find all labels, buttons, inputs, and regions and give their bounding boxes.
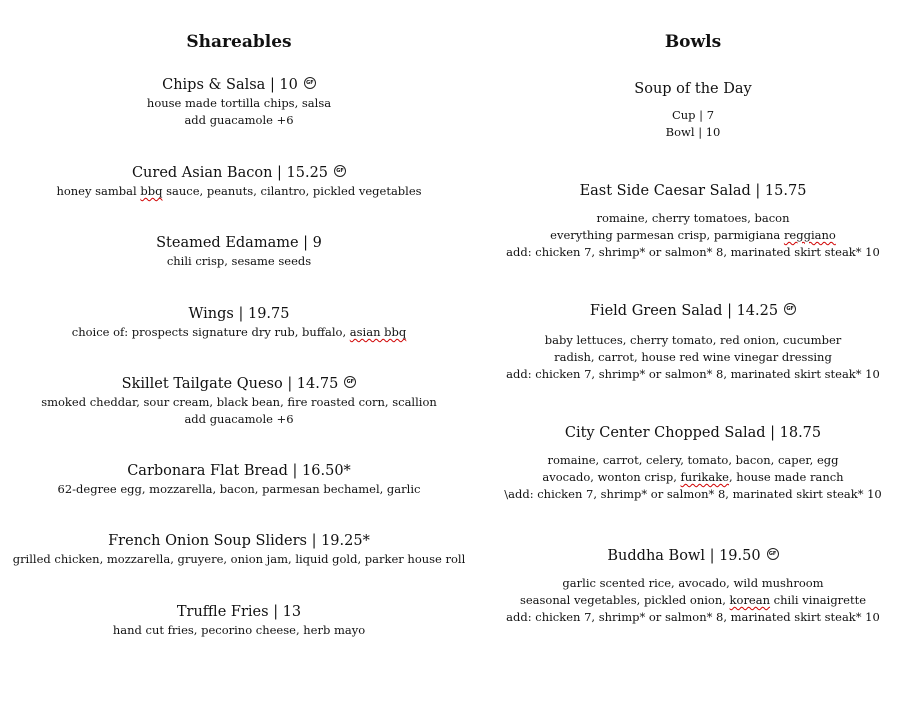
item-title: City Center Chopped Salad | 18.75 [564,425,822,441]
item-title: French Onion Soup Sliders | 19.25* [108,533,370,549]
item-description: \add: chicken 7, shrimp* or salmon* 8, marinated skirt steak* 10 [504,487,882,501]
item-description: house made tortilla chips, salsa [146,96,332,110]
gluten-free-icon: GF [344,376,356,388]
gluten-free-icon: GF [784,303,796,315]
item-title: Field Green Salad | 14.25 [589,303,779,319]
menu-item-buddha-bowl [478,546,908,626]
item-description: romaine, cherry tomatoes, bacon [596,211,790,225]
item-title: Carbonara Flat Bread | 16.50* [127,463,351,479]
menu-item-french-onion-soup-sliders [0,531,478,568]
item-description: add guacamole +6 [184,113,294,127]
item-description: chili crisp, sesame seeds [166,254,312,268]
item-title: Chips & Salsa | 10 [162,77,298,93]
item-description: add: chicken 7, shrimp* or salmon* 8, marinated skirt steak* 10 [506,367,880,381]
item-title: Steamed Edamame | 9 [156,235,322,251]
gluten-free-icon: GF [767,548,779,560]
item-title: East Side Caesar Salad | 15.75 [579,183,807,199]
item-description: Bowl | 10 [665,125,721,139]
gluten-free-icon: GF [334,165,346,177]
spellcheck-word: asian bbq [349,325,407,339]
menu-item-skillet-tailgate-queso [0,374,478,428]
item-title: Buddha Bowl | 19.50 [607,548,761,564]
item-description: avocado, wonton crisp, furikake, house made ranch [542,470,844,484]
section-title-shareables: Shareables [186,32,292,52]
item-description: add guacamole +6 [184,412,294,426]
item-title: Truffle Fries | 13 [176,604,302,620]
item-description: seasonal vegetables, pickled onion, korean chili vinaigrette [519,593,867,607]
item-description: smoked cheddar, sour cream, black bean, fire roasted corn, scallion [41,395,437,409]
item-title: Wings | 19.75 [188,306,290,322]
gluten-free-icon: GF [304,77,316,89]
item-title: Skillet Tailgate Queso | 14.75 [121,376,339,392]
menu-item-field-green-salad [478,301,908,383]
menu-item-chips-salsa [0,75,478,129]
menu-item-steamed-edamame [0,233,478,270]
item-description: garlic scented rice, avocado, wild mushroom [562,576,824,590]
item-description: choice of: prospects signature dry rub, buffalo, asian bbq [71,325,407,339]
menu-item-city-center-chopped-salad [478,423,908,503]
section-title-bowls: Bowls [664,32,722,52]
menu-item-carbonara-flat-bread [0,461,478,498]
item-description: romaine, carrot, celery, tomato, bacon, caper, egg [547,453,839,467]
spellcheck-word: bbq [140,184,163,198]
item-description: 62-degree egg, mozzarella, bacon, parmesan bechamel, garlic [57,482,421,496]
menu-item-cured-asian-bacon [0,163,478,200]
item-description: honey sambal bbq sauce, peanuts, cilantro, pickled vegetables [56,184,422,198]
menu-item-truffle-fries [0,602,478,639]
item-description: hand cut fries, pecorino cheese, herb mayo [112,623,366,637]
item-description: add: chicken 7, shrimp* or salmon* 8, marinated skirt steak* 10 [506,245,880,259]
spellcheck-word: reggiano [783,228,836,242]
menu-item-east-side-caesar-salad [478,181,908,261]
item-description: Cup | 7 [671,108,715,122]
item-description: grilled chicken, mozzarella, gruyere, onion jam, liquid gold, parker house roll [12,552,466,566]
menu-item-soup-of-the-day [478,79,908,141]
item-title: Soup of the Day [634,81,752,97]
menu-item-wings [0,304,478,341]
item-title: Cured Asian Bacon | 15.25 [131,165,329,181]
spellcheck-word: korean [729,593,771,607]
item-description: radish, carrot, house red wine vinegar dressing [554,350,832,364]
spellcheck-word: furikake [680,470,729,484]
item-description: add: chicken 7, shrimp* or salmon* 8, marinated skirt steak* 10 [506,610,880,624]
item-description: everything parmesan crisp, parmigiana reggiano [550,228,836,242]
item-description: baby lettuces, cherry tomato, red onion, cucumber [544,333,842,347]
